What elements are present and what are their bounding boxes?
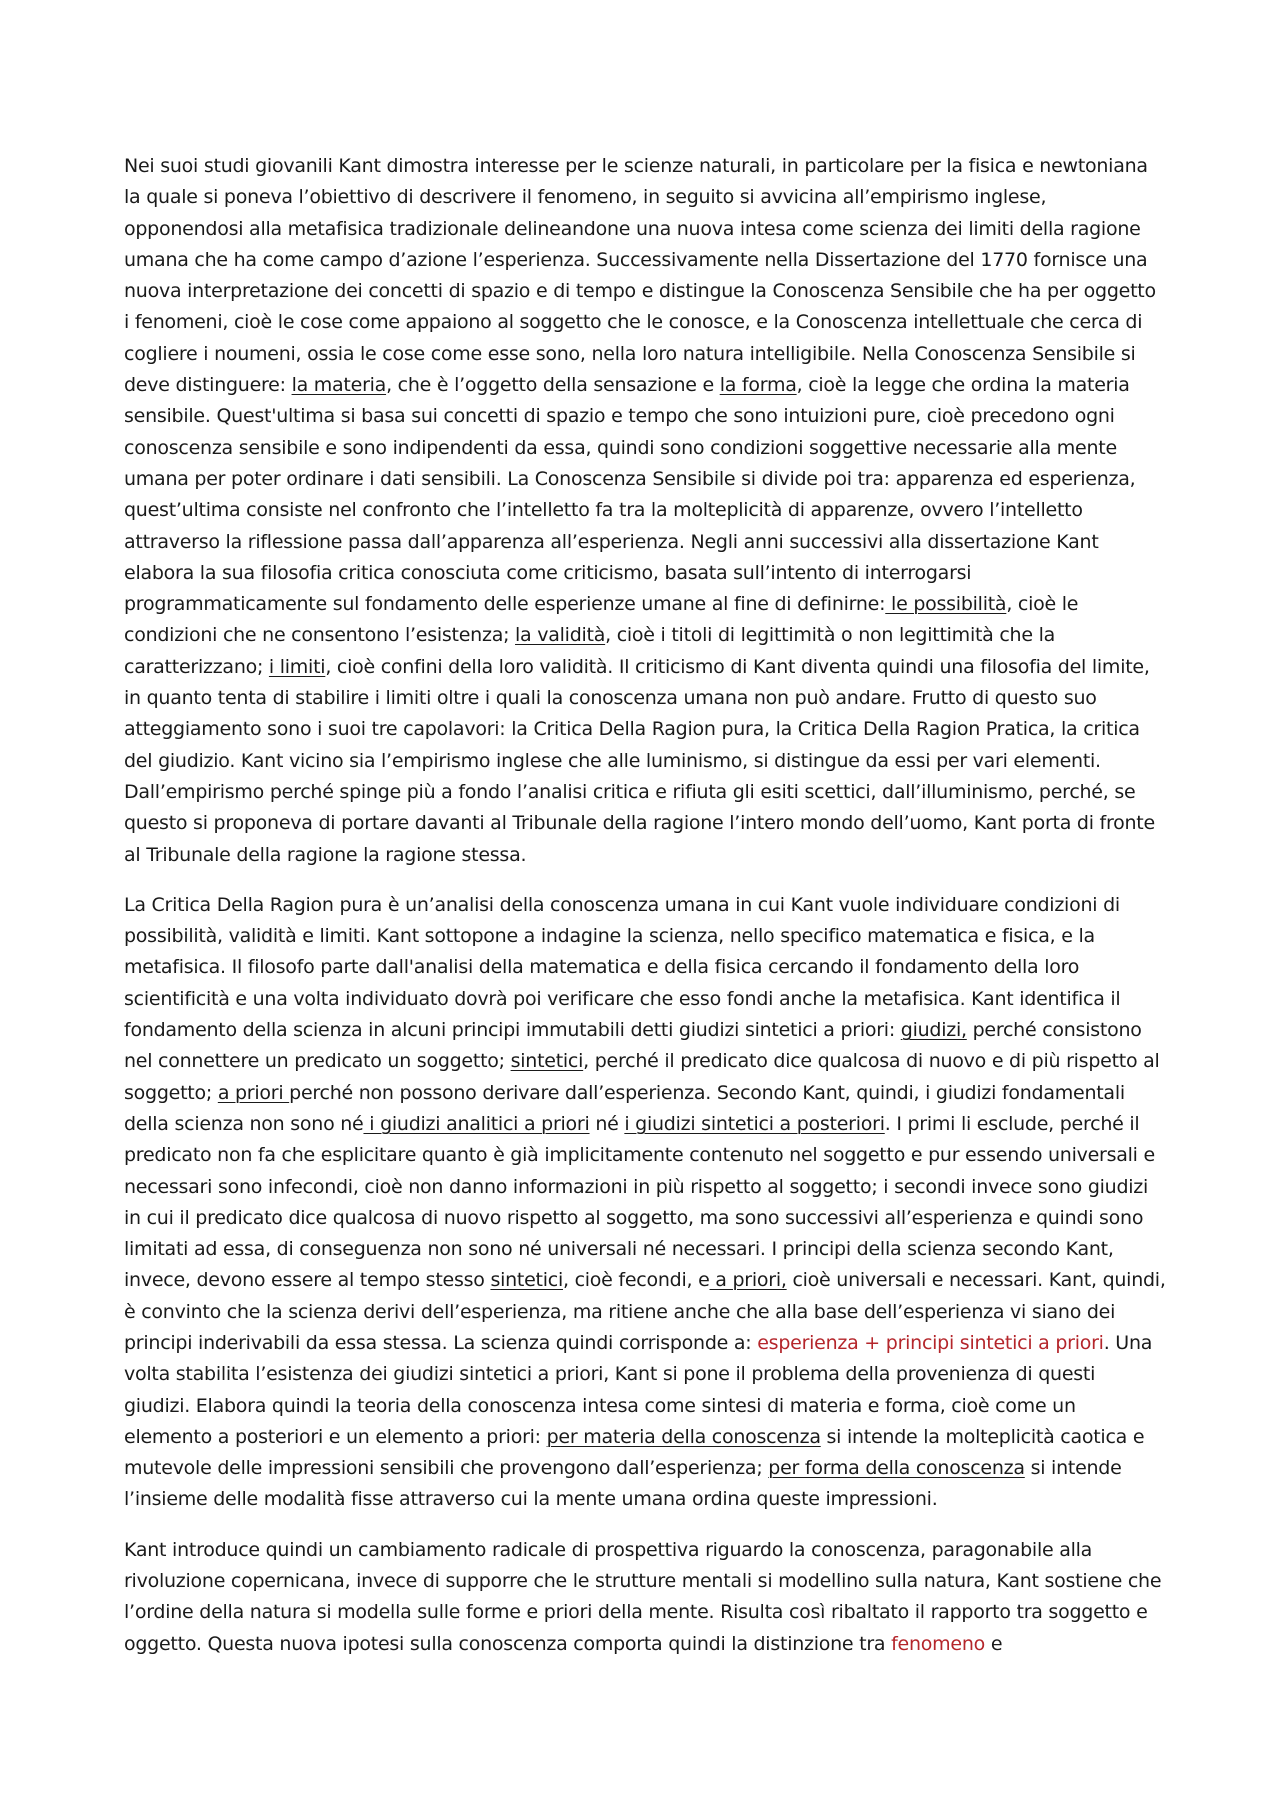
- underlined-term: per forma della conoscenza: [768, 1457, 1025, 1480]
- text-run: , cioè i titoli di legittimità o non legittimità che la caratterizzano;: [124, 624, 1055, 678]
- underlined-term: a priori,: [709, 1269, 787, 1292]
- underlined-term: i giudizi analitici a priori: [363, 1112, 590, 1135]
- text-run: perché consistono nel connettere un predicato un soggetto;: [124, 1019, 1142, 1073]
- underlined-term: i giudizi sintetici a posteriori: [624, 1112, 885, 1135]
- underlined-term: la forma: [719, 374, 797, 397]
- text-run: perché non possono derivare dall’esperienza. Secondo Kant, quindi, i giudizi fondamentali della scienza non sono né: [124, 1081, 1125, 1135]
- underlined-term: per materia della conoscenza: [546, 1425, 821, 1448]
- highlighted-term: fenomeno: [891, 1632, 986, 1655]
- underlined-term: i limiti: [268, 655, 326, 678]
- underlined-term: la materia: [291, 374, 387, 397]
- text-run: , cioè fecondi, e: [563, 1269, 710, 1292]
- text-run: La Critica Della Ragion pura è un’analisi della conoscenza umana in cui Kant vuole individuare condizioni di possibilità, validità e limiti. Kant sottopone a indagine la scienza, nello specifico matematica e fisica, e la metafisica. Il filosofo parte dall'analisi della matematica e della fisica cercando il fondamento della loro scientificità e una volta individuato dovrà poi verificare che esso fondi anche la metafisica. Kant identifica il fondamento della scienza in alcuni principi immutabili detti giudizi sintetici a priori:: [124, 893, 1121, 1042]
- underlined-term: sintetici: [490, 1269, 563, 1292]
- text-run: si intende l’insieme delle modalità fisse attraverso cui la mente umana ordina queste impressioni.: [124, 1457, 1122, 1511]
- text-run: , perché il predicato dice qualcosa di nuovo e di più rispetto al soggetto;: [124, 1050, 1160, 1104]
- text-run: né: [589, 1112, 625, 1135]
- underlined-term: la validità: [515, 624, 606, 647]
- underlined-term: sintetici: [510, 1050, 584, 1073]
- text-run: , cioè la legge che ordina la materia sensibile. Quest'ultima si basa sui concetti di spazio e tempo che sono intuizioni pure, cioè precedono ogni conoscenza sensibile e sono indipendenti da essa, quindi sono condizioni soggettive necessarie alla mente umana per poter ordinare i dati sensibili. La Conoscenza Sensibile si divide poi tra: apparenza ed esperienza, quest’ultima consiste nel confronto che l’intelletto fa tra la molteplicità di apparenze, ovvero l’intelletto attraverso la riflessione passa dall’apparenza all’esperienza. Negli anni successivi alla dissertazione Kant elabora la sua filosofia critica conosciuta come criticismo, basata sull’intento di interrogarsi programmaticamente sul fondamento delle esperienze umane al fine di definirne:: [124, 374, 1136, 616]
- paragraph-2: [124, 890, 1166, 1516]
- underlined-term: giudizi,: [900, 1019, 967, 1042]
- text-run: , cioè le condizioni che ne consentono l’esistenza;: [124, 593, 1079, 647]
- document-body: [124, 151, 1166, 1679]
- underlined-term: a priori: [217, 1081, 290, 1104]
- text-run: e: [985, 1632, 1003, 1655]
- text-run: . Una volta stabilita l’esistenza dei giudizi sintetici a priori, Kant si pone il problema della provenienza di questi giudizi. Elabora quindi la teoria della conoscenza intesa come sintesi di materia e forma, cioè come un elemento a posteriori e un elemento a priori:: [124, 1331, 1153, 1448]
- text-run: Nei suoi studi giovanili Kant dimostra interesse per le scienze naturali, in particolare per la fisica e newtoniana la quale si poneva l’obiettivo di descrivere il fenomeno, in seguito si avvicina all’empirismo inglese, opponendosi alla metafisica tradizionale delineandone una nuova intesa come scienza dei limiti della ragione umana che ha come campo d’azione l’esperienza. Successivamente nella Dissertazione del 1770 fornisce una nuova interpretazione dei concetti di spazio e di tempo e distingue la Conoscenza Sensibile che ha per oggetto i fenomeni, cioè le cose come appaiono al soggetto che le conosce, e la Conoscenza intellettuale che cerca di cogliere i noumeni, ossia le cose come esse sono, nella loro natura intelligibile. Nella Conoscenza Sensibile si deve distinguere:: [124, 155, 1156, 397]
- text-run: . I primi li esclude, perché il predicato non fa che esplicitare quanto è già implicitamente contenuto nel soggetto e pur essendo universali e necessari sono infecondi, cioè non danno informazioni in più rispetto al soggetto; i secondi invece sono giudizi in cui il predicato dice qualcosa di nuovo rispetto al soggetto, ma sono successivi all’esperienza e quindi sono limitati ad essa, di conseguenza non sono né universali né necessari. I principi della scienza secondo Kant, invece, devono essere al tempo stesso: [124, 1112, 1155, 1292]
- text-run: cioè universali e necessari. Kant, quindi, è convinto che la scienza derivi dell’esperienza, ma ritiene anche che alla base dell’esperienza vi siano dei principi inderivabili da essa stessa. La scienza quindi corrisponde a:: [124, 1269, 1166, 1354]
- text-run: si intende la molteplicità caotica e mutevole delle impressioni sensibili che provengono dall’esperienza;: [124, 1425, 1145, 1480]
- text-run: , cioè confini della loro validità. Il criticismo di Kant diventa quindi una filosofia del limite, in quanto tenta di stabilire i limiti oltre i quali la conoscenza umana non può andare. Frutto di questo suo atteggiamento sono i suoi tre capolavori: la Critica Della Ragion pura, la Critica Della Ragion Pratica, la critica del giudizio. Kant vicino sia l’empirismo inglese che alle luminismo, si distingue da essi per vari elementi. Dall’empirismo perché spinge più a fondo l’analisi critica e rifiuta gli esiti scettici, dall’illuminismo, perché, se questo si proponeva di portare davanti al Tribunale della ragione l’intero mondo dell’uomo, Kant porta di fronte al Tribunale della ragione la ragione stessa.: [124, 655, 1155, 866]
- paragraph-3: [124, 1535, 1166, 1660]
- highlighted-term: esperienza + principi sintetici a priori: [757, 1331, 1104, 1354]
- underlined-term: le possibilità: [885, 593, 1007, 616]
- paragraph-1: [124, 151, 1166, 871]
- text-run: Kant introduce quindi un cambiamento radicale di prospettiva riguardo la conoscenza, paragonabile alla rivoluzione copernicana, invece di supporre che le strutture mentali si modellino sulla natura, Kant sostiene che l’ordine della natura si modella sulle forme e priori della mente. Risulta così ribaltato il rapporto tra soggetto e oggetto. Questa nuova ipotesi sulla conoscenza comporta quindi la distinzione tra: [124, 1538, 1162, 1655]
- text-run: , che è l’oggetto della sensazione e: [386, 374, 720, 397]
